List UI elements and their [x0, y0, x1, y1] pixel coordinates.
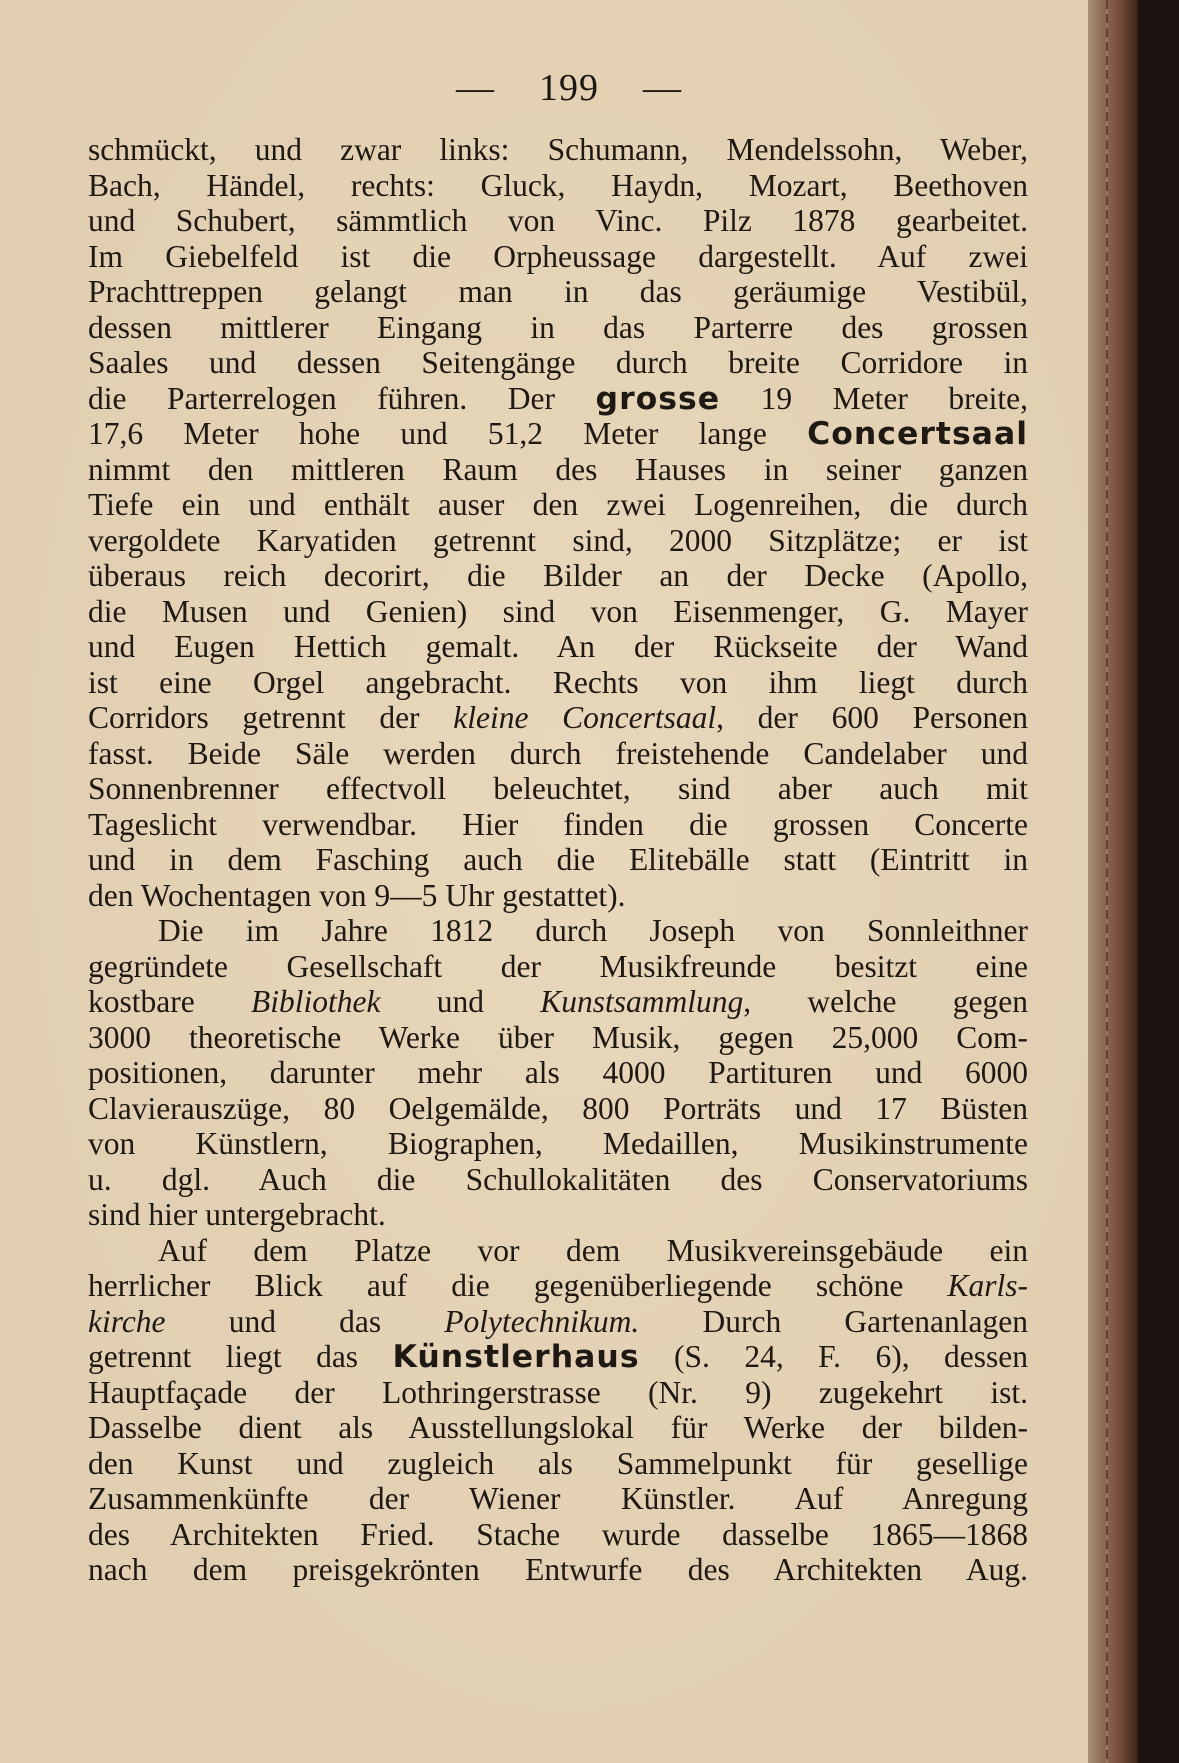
text-line: Im Giebelfeld ist die Orpheussage dargestellt. Auf zwei — [88, 238, 1028, 274]
header-dash-left: — — [456, 67, 495, 109]
italic-bibliothek: Bibliothek — [250, 984, 381, 1019]
text-line — [88, 700, 1028, 736]
text-line: sind hier untergebracht. — [88, 1197, 386, 1232]
emphasis-concertsaal: Concertsaal — [807, 416, 1028, 452]
text-line: Sonnenbrenner effectvoll beleuchtet, sind aber auch mit — [88, 771, 1028, 806]
text-line — [88, 1339, 1028, 1375]
text-line: den Kunst und zugleich als Sammelpunkt für gesellige — [88, 1445, 1028, 1481]
text-segment: herrlicher Blick auf die gegenüberliegende schöne — [88, 1268, 948, 1303]
text-segment: , der 600 Personen — [716, 700, 1029, 735]
text-segment: (S. 24, F. 6), dessen — [639, 1339, 1028, 1374]
page-header — [0, 66, 1138, 110]
text-line: den Wochentagen von 9—5 Uhr gestattet). — [88, 877, 626, 913]
text-line — [88, 381, 1028, 417]
text-line: gegründete Gesellschaft der Musikfreunde besitzt eine — [88, 948, 1028, 984]
text-line: nach dem preisgekrönten Entwurfe des Architekten Aug. — [88, 1552, 1028, 1587]
text-line: und Eugen Hettich gemalt. An der Rückseite der Wand — [88, 629, 1028, 664]
text-segment: 19 Meter breite, — [720, 380, 1028, 416]
text-line: vergoldete Karyatiden getrennt sind, 2000 Sitzplätze; er ist — [88, 522, 1028, 558]
text-line: 3000 theoretische Werke über Musik, gegen 25,000 Com- — [88, 1019, 1028, 1055]
text-line — [88, 1268, 1028, 1304]
text-segment: und das — [165, 1303, 445, 1339]
italic-kirche: kirche — [88, 1303, 166, 1339]
text-line: von Künstlern, Biographen, Medaillen, Musikinstrumente — [88, 1126, 1028, 1161]
text-line: Zusammenkünfte der Wiener Künstler. Auf Anregung — [88, 1481, 1028, 1516]
page-number: 199 — [539, 67, 599, 109]
text-line: des Architekten Fried. Stache wurde dasselbe 1865—1868 — [88, 1516, 1028, 1552]
text-line: und in dem Fasching auch die Elitebälle statt (Eintritt in — [88, 842, 1028, 877]
text-segment: kostbare — [88, 984, 251, 1019]
text-segment: 17,6 Meter hohe und 51,2 Meter lange — [88, 416, 808, 451]
header-dash-right: — — [643, 67, 682, 109]
text-line: Bach, Händel, rechts: Gluck, Haydn, Mozart, Beethoven — [88, 167, 1028, 203]
text-line: Clavierauszüge, 80 Oelgemälde, 800 Porträts und 17 Büsten — [88, 1090, 1028, 1126]
text-line: überaus reich decorirt, die Bilder an der Decke (Apollo, — [88, 558, 1028, 593]
text-line: Dasselbe dient als Ausstellungslokal für Werke der bilden- — [88, 1410, 1028, 1445]
text-line: positionen, darunter mehr als 4000 Partituren und 6000 — [88, 1055, 1028, 1090]
text-line: nimmt den mittleren Raum des Hauses in seiner ganzen — [88, 451, 1028, 487]
text-line: die Musen und Genien) sind von Eisenmenger, G. Mayer — [88, 593, 1028, 629]
text-line: ist eine Orgel angebracht. Rechts von ihm liegt durch — [88, 664, 1028, 700]
italic-kleine-concertsaal: kleine Concertsaal — [453, 700, 717, 735]
text-segment: Corridors getrennt der — [88, 700, 454, 735]
italic-karls: Karls- — [947, 1268, 1028, 1303]
text-line: Prachttreppen gelangt man in das geräumige Vestibül, — [88, 274, 1028, 309]
text-line: fasst. Beide Säle werden durch freistehende Candelaber und — [88, 735, 1028, 771]
text-line: Auf dem Platze vor dem Musikvereinsgebäude ein — [158, 1232, 1028, 1268]
text-line — [88, 416, 1028, 452]
book-edge — [1088, 0, 1138, 1763]
emphasis-kuenstlerhaus: Künstlerhaus — [392, 1339, 640, 1375]
italic-kunstsammlung: Kunstsammlung — [540, 984, 744, 1019]
text-segment: Durch Gartenanlagen — [639, 1303, 1028, 1339]
text-line: Die im Jahre 1812 durch Joseph von Sonnleithner — [158, 913, 1028, 948]
text-line — [88, 984, 1028, 1020]
text-line: Saales und dessen Seitengänge durch breite Corridore in — [88, 345, 1028, 380]
text-line: dessen mittlerer Eingang in das Parterre des grossen — [88, 309, 1028, 345]
body-text — [88, 132, 1028, 1588]
text-segment: die Parterrelogen führen. Der — [88, 380, 596, 416]
text-line: u. dgl. Auch die Schullokalitäten des Conservatoriums — [88, 1161, 1028, 1197]
text-line: schmückt, und zwar links: Schumann, Mendelssohn, Weber, — [88, 132, 1028, 167]
text-line: Tageslicht verwendbar. Hier finden die grossen Concerte — [88, 806, 1028, 842]
text-segment: getrennt liegt das — [88, 1339, 393, 1374]
text-line: Hauptfaçade der Lothringerstrasse (Nr. 9) zugekehrt ist. — [88, 1374, 1028, 1410]
text-segment: und — [380, 984, 541, 1019]
text-line: und Schubert, sämmtlich von Vinc. Pilz 1878 gearbeitet. — [88, 203, 1028, 238]
text-segment: , welche gegen — [743, 984, 1028, 1019]
emphasis-grosse: grosse — [595, 380, 721, 417]
text-line — [88, 1304, 1028, 1340]
italic-polytechnikum: Polytechnikum. — [444, 1303, 640, 1339]
text-line: Tiefe ein und enthält auser den zwei Logenreihen, die durch — [88, 487, 1028, 522]
